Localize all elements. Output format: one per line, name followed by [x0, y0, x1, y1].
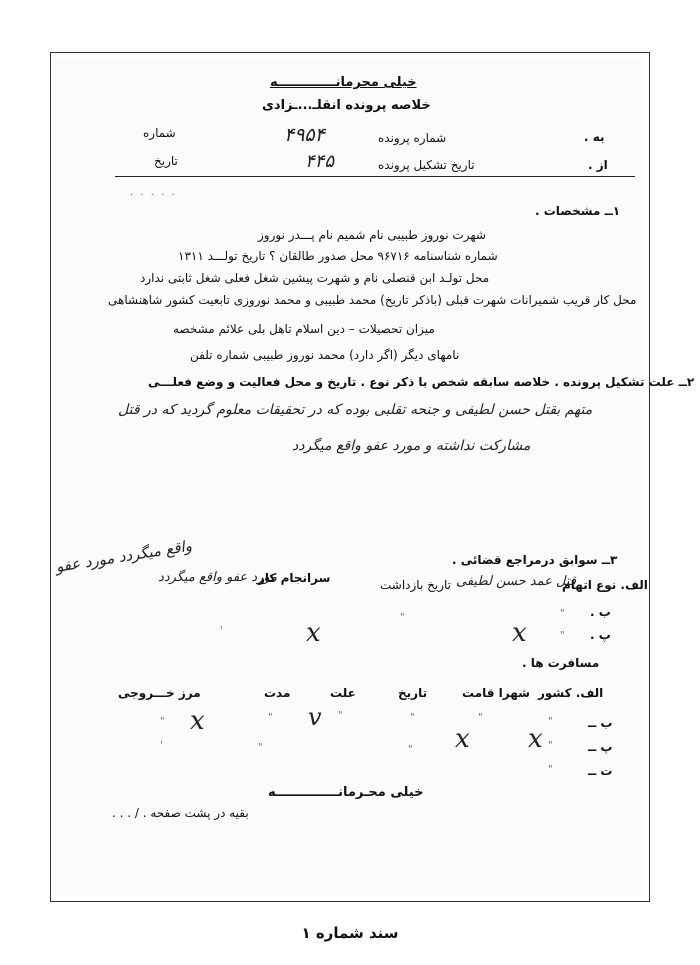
section1-row-5: میزان تحصیلات – دین اسلام تاهل بلی علائم مشخصه — [173, 322, 435, 336]
travels-row-p: پ ــ — [588, 740, 613, 754]
travels-col-date: تاریخ — [398, 686, 428, 700]
ditto-5: " — [410, 712, 417, 723]
number-label: شماره — [143, 126, 176, 140]
section3-row-a-hand: قتل عمد حسن لطیفی — [456, 574, 576, 589]
travels-col-border: مرز خـــروجی — [118, 686, 201, 700]
travels-col-duration: مدت — [264, 686, 291, 700]
crossout-mark-6: x — [528, 724, 543, 754]
section3-heading: ۳ــ سوابق درمراجع قضائی . — [452, 553, 618, 567]
ditto-9: ' — [160, 740, 165, 751]
ditto-8: " — [160, 716, 167, 727]
classification-top: خیلی محرمانـــــــــــــه — [270, 75, 417, 90]
section1-row-4: محل کار قریب شمیرانات شهرت قبلی (باذکر تاریخ) محمد طبیبی و محمد نوروزی تابعیت کشور شاهنشاهی — [108, 293, 637, 307]
scanned-page — [56, 58, 644, 896]
date-label: تاریخ — [154, 154, 178, 168]
classification-bottom: خیلی محـرمانــــــــــــــه — [268, 785, 424, 800]
crossout-mark-3: x — [190, 706, 205, 736]
faint-dots-b: " — [560, 608, 567, 619]
faint-dots-left: ' — [220, 625, 225, 636]
ditto-4: " — [478, 712, 485, 723]
crossout-mark-2: x — [512, 618, 527, 648]
section3-row-p-label: پ . — [590, 628, 611, 642]
faint-dots: · · · · · — [130, 190, 177, 201]
continued-note: بقیه در پشت صفحه . / . . . — [112, 806, 249, 820]
section2-hand-line-2: مشارکت نداشته و مورد عفو واقع میگردد — [292, 438, 531, 454]
travels-col-country: الف. کشور — [538, 686, 604, 700]
ditto-1: " — [548, 716, 555, 727]
crossout-mark-1: x — [306, 618, 321, 648]
file-number-value: ۴۹۵۴ — [284, 124, 325, 146]
ditto-11: " — [408, 744, 415, 755]
travels-col-city: شهرا قامت — [462, 686, 530, 700]
travels-heading: مسافرت ها . — [522, 656, 600, 670]
to-label: به . — [584, 130, 605, 144]
section2-heading: ۲ــ علت تشکیل پرونده . خلاصه سابقه شخص با ذکر نوع . تاریخ و محل فعالیت و وضع فعلـــی — [148, 375, 695, 389]
file-date-value: ۴۴۵ — [305, 151, 335, 172]
ditto-6: " — [338, 710, 345, 721]
section3-row-b-label: ب . — [590, 605, 611, 619]
travels-row-b: ب ــ — [588, 716, 613, 730]
travels-row-t: ت ــ — [588, 764, 613, 778]
from-label: از . — [588, 158, 608, 172]
summary-title: خلاصه پرونده انقلـ...ـزادی — [262, 98, 431, 113]
file-date-label: تاریخ تشکیل پرونده — [378, 158, 475, 172]
ditto-2: " — [548, 740, 555, 751]
section3-outcome-label: سرانجام کار — [258, 571, 331, 585]
header-rule — [115, 176, 635, 177]
ditto-3: " — [548, 764, 555, 775]
crossout-mark-4: v — [308, 703, 322, 731]
section3-row-a-detention: تاریخ بازداشت — [380, 578, 451, 592]
section1-row-1: شهرت نوروز طبیبی نام شمیم نام پـــدر نوروز — [258, 228, 486, 242]
section1-row-3: محل تولـد ابن قنصلی نام و شهرت پیشین شغل فعلی شغل ثابتی ندارد — [140, 271, 490, 285]
travels-col-reason: علت — [330, 686, 356, 700]
faint-dots-p: " — [560, 630, 567, 641]
faint-dots-mid: " — [400, 612, 407, 623]
document-caption: سند شماره ۱ — [301, 924, 399, 942]
section1-row-2: شماره شناسنامه ۹۶۷۱۶ محل صدور طالقان ؟ تاریخ تولـــد ۱۳۱۱ — [178, 249, 498, 263]
section3-margin-note: واقع میگردد مورد عفو — [54, 536, 194, 576]
section3-outcome-hand: مورد عفو واقع میگردد — [158, 570, 278, 585]
section1-row-6: نامهای دیگر (اگر دارد) محمد نوروز طبیبی شماره تلفن — [190, 348, 460, 362]
section2-hand-line-1: متهم بقتل حسن لطیفی و جنحه تقلبی بوده که در تحقیقات معلوم گردید که در قتل — [118, 402, 593, 418]
file-number-label: شماره پرونده — [378, 131, 447, 145]
ditto-10: " — [258, 742, 265, 753]
crossout-mark-5: x — [455, 724, 470, 754]
section1-heading: ۱ــ مشخصات . — [535, 204, 621, 218]
section3-row-a-label: الف. نوع اتهام — [562, 578, 648, 592]
ditto-7: " — [268, 712, 275, 723]
